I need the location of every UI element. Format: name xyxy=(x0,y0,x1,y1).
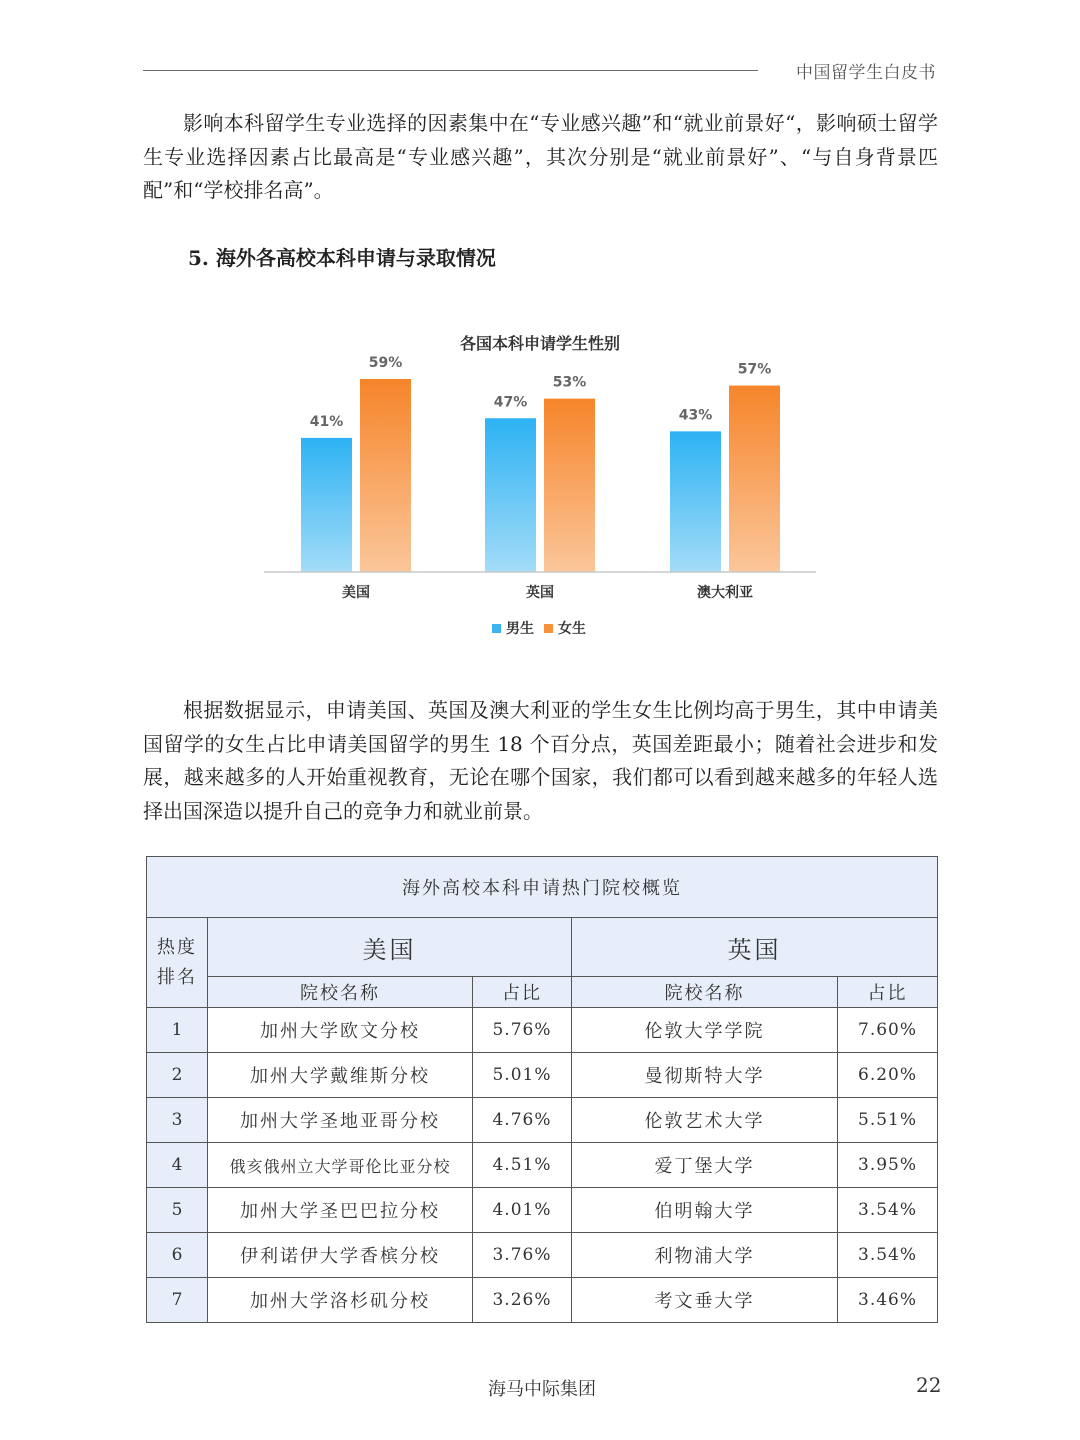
us-school-cell: 加州大学圣巴巴拉分校 xyxy=(208,1188,473,1233)
us-pct-cell: 4.01% xyxy=(473,1188,572,1233)
uk-school-cell: 考文垂大学 xyxy=(572,1278,838,1323)
uk-pct-cell: 6.20% xyxy=(838,1053,938,1098)
legend-swatch-male xyxy=(492,624,501,633)
column-header-us-school: 院校名称 xyxy=(208,977,473,1008)
uk-school-cell: 伯明翰大学 xyxy=(572,1188,838,1233)
rank-header-line2: 排名 xyxy=(157,966,197,988)
column-header-us-pct: 占比 xyxy=(473,977,572,1008)
rank-cell: 5 xyxy=(147,1188,208,1233)
country-header-us: 美国 xyxy=(208,918,572,977)
us-school-cell: 加州大学戴维斯分校 xyxy=(208,1053,473,1098)
page-number: 22 xyxy=(916,1373,942,1397)
uk-pct-cell: 3.46% xyxy=(838,1278,938,1323)
country-header-uk: 英国 xyxy=(572,918,938,977)
us-school-cell: 加州大学圣地亚哥分校 xyxy=(208,1098,473,1143)
bar-male xyxy=(670,431,721,572)
rank-cell: 2 xyxy=(147,1053,208,1098)
section-heading: 5. 海外各高校本科申请与录取情况 xyxy=(188,246,496,270)
us-school-cell: 伊利诺伊大学香槟分校 xyxy=(208,1233,473,1278)
running-header-title: 中国留学生白皮书 xyxy=(796,63,936,83)
us-school-cell: 加州大学欧文分校 xyxy=(208,1008,473,1053)
bar-male xyxy=(485,418,536,572)
legend-label-female: 女生 xyxy=(558,621,586,637)
rank-cell: 1 xyxy=(147,1008,208,1053)
uk-school-cell: 曼彻斯特大学 xyxy=(572,1053,838,1098)
bar-value-label: 41% xyxy=(309,413,344,430)
uk-pct-cell: 7.60% xyxy=(838,1008,938,1053)
rank-cell: 6 xyxy=(147,1233,208,1278)
uk-school-cell: 爱丁堡大学 xyxy=(572,1143,838,1188)
table-row xyxy=(147,1188,938,1233)
table-row xyxy=(147,1278,938,1323)
us-pct-cell: 5.01% xyxy=(473,1053,572,1098)
gender-bar-chart xyxy=(250,322,830,662)
us-pct-cell: 5.76% xyxy=(473,1008,572,1053)
legend-label-male: 男生 xyxy=(506,621,534,637)
bar-male xyxy=(301,438,352,572)
footer-publisher: 海马中际集团 xyxy=(488,1379,596,1400)
us-school-cell: 加州大学洛杉矶分校 xyxy=(208,1278,473,1323)
column-header-uk-school: 院校名称 xyxy=(572,977,838,1008)
uk-pct-cell: 3.54% xyxy=(838,1188,938,1233)
us-school-cell: 俄亥俄州立大学哥伦比亚分校 xyxy=(208,1143,473,1188)
legend-swatch-female xyxy=(544,624,553,633)
bar-value-label: 57% xyxy=(737,361,772,378)
rank-cell: 4 xyxy=(147,1143,208,1188)
rank-cell: 7 xyxy=(147,1278,208,1323)
bar-female xyxy=(544,399,595,572)
category-label: 英国 xyxy=(526,585,554,601)
uk-school-cell: 伦敦大学学院 xyxy=(572,1008,838,1053)
category-label: 美国 xyxy=(342,585,370,601)
category-label: 澳大利亚 xyxy=(697,585,753,601)
bar-female xyxy=(360,379,411,572)
paragraph-gender-analysis: 根据数据显示，申请美国、英国及澳大利亚的学生女生比例均高于男生，其中申请美国留学的女生占比申请美国留学的男生 18 个百分点，英国差距最小；随着社会进步和发展，越来越多的人开始重视教育，无论在哪个国家，我们都可以看到越来越多的年轻人选择出国深造以提升自己的竞争力和就业前景。 xyxy=(143,698,938,823)
bar-value-label: 43% xyxy=(678,407,713,424)
chart-legend xyxy=(492,620,586,637)
table-row xyxy=(147,1053,938,1098)
uk-school-cell: 伦敦艺术大学 xyxy=(572,1098,838,1143)
uk-school-cell: 利物浦大学 xyxy=(572,1233,838,1278)
paragraph-major-factors: 影响本科留学生专业选择的因素集中在“专业感兴趣”和“就业前景好“，影响硕士留学生专业选择因素占比最高是“专业感兴趣”，其次分别是“就业前景好”、“与自身背景匹配”和“学校排名高”。 xyxy=(143,111,938,202)
rank-header-line1: 热度 xyxy=(157,936,197,958)
bar-value-label: 53% xyxy=(552,374,587,391)
us-pct-cell: 4.76% xyxy=(473,1098,572,1143)
table-row xyxy=(147,1143,938,1188)
column-header-uk-pct: 占比 xyxy=(838,977,938,1008)
header-rule xyxy=(143,70,758,71)
us-pct-cell: 4.51% xyxy=(473,1143,572,1188)
chart-title: 各国本科申请学生性别 xyxy=(459,334,621,353)
us-pct-cell: 3.76% xyxy=(473,1233,572,1278)
rank-cell: 3 xyxy=(147,1098,208,1143)
bar-value-label: 47% xyxy=(493,394,528,411)
table-row xyxy=(147,1233,938,1278)
us-pct-cell: 3.26% xyxy=(473,1278,572,1323)
bar-female xyxy=(729,386,780,572)
table-row xyxy=(147,1008,938,1053)
table-row xyxy=(147,1098,938,1143)
rank-header xyxy=(147,918,208,1008)
popular-schools-table xyxy=(146,856,938,1323)
uk-pct-cell: 3.54% xyxy=(838,1233,938,1278)
uk-pct-cell: 5.51% xyxy=(838,1098,938,1143)
bar-value-label: 59% xyxy=(368,355,403,371)
table-title: 海外高校本科申请热门院校概览 xyxy=(147,857,938,918)
uk-pct-cell: 3.95% xyxy=(838,1143,938,1188)
